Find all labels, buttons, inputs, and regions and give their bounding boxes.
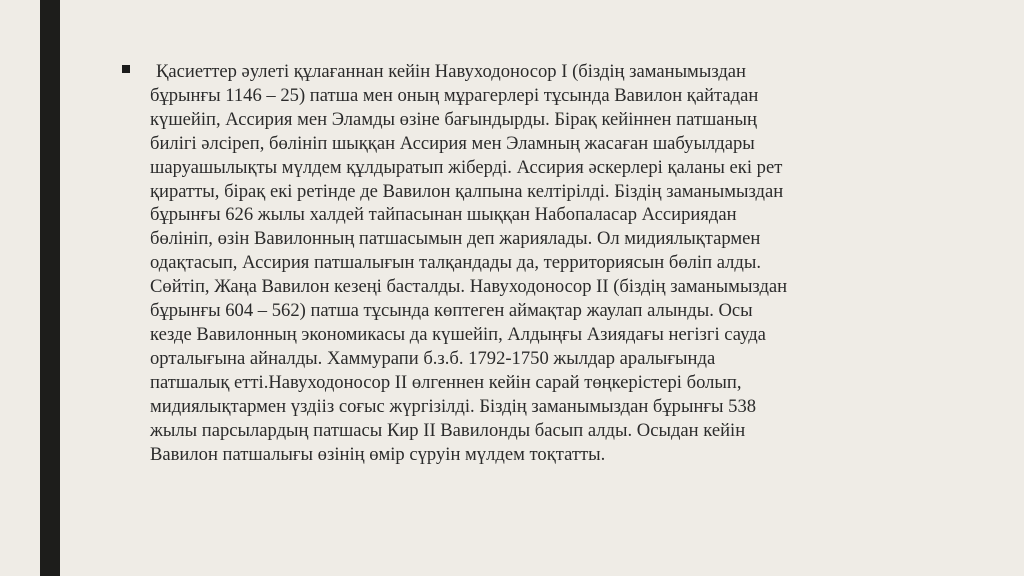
square-bullet-icon: [122, 65, 130, 73]
body-paragraph: Қасиеттер әулеті құлағаннан кейін Навуходоносор І (біздің заманымыздан бұрынғы 1146 – 25) патша мен оның мұрагерлері тұсында Вавилон қайтадан күшейіп, Ассирия мен Эламды өзіне бағындырды. Бірақ кейіннен патшаның билігі әлсіреп, бөлініп шыққан Ассирия мен Эламның жасаған шабуылдары шаруашылықты мүлдем құлдыратып жіберді. Ассирия әскерлері қаланы екі рет қиратты, бірақ екі ретінде де Вавилон қалпына келтірілді. Біздің заманымыздан бұрынғы 626 жылы халдей тайпасынан шыққан Набопаласар Ассириядан бөлініп, өзін Вавилонның патшасымын деп жариялады. Ол мидиялықтармен одақтасып, Ассирия патшалығын талқандады да, территориясын бөліп алды. Сөйтіп, Жаңа Вавилон кезеңі басталды. Навуходоносор ІІ (біздің заманымыздан бұрынғы 604 – 562) патша тұсында көптеген аймақтар жаулап алынды. Осы кезде Вавилонның экономикасы да күшейіп, Алдыңғы Азиядағы негізгі сауда орталығына айналды. Хаммурапи б.з.б. 1792-1750 жылдар аралығында патшалық етті.Навуходоносор ІІ өлгеннен кейін сарай төңкерістері болып, мидиялықтармен үздііз соғыс жүргізілді. Біздің заманымыздан бұрынғы 538 жылы парсылардың патшасы Кир ІІ Вавилонды басып алды. Осыдан кейін Вавилон патшалығы өзінің өмір сүруін мүлдем тоқтатты.: [150, 61, 788, 465]
left-accent-bar: [40, 0, 60, 576]
bullet-item: [122, 60, 912, 466]
